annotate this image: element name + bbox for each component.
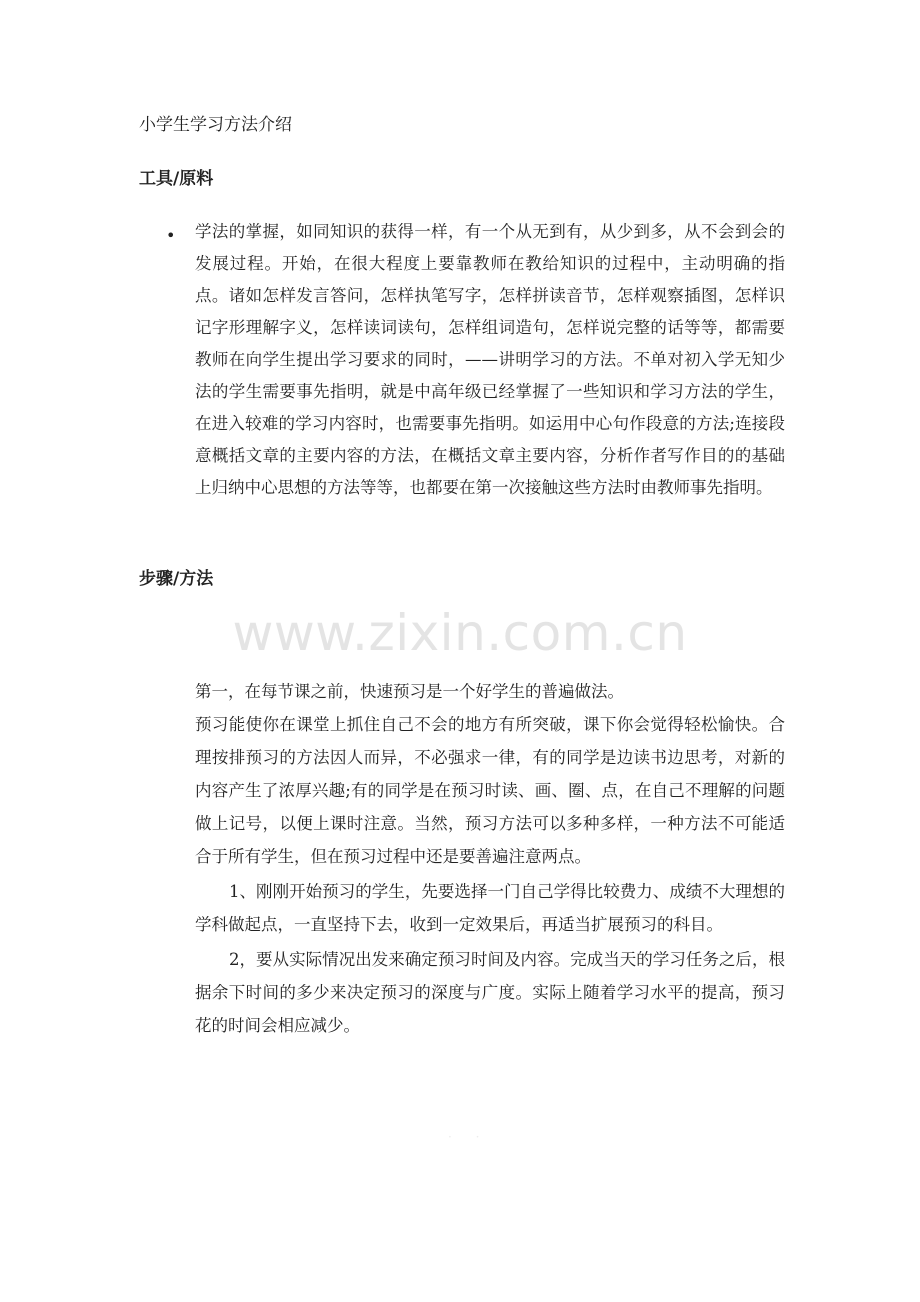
steps-heading: 步骤/方法 — [139, 569, 214, 589]
tools-heading: 工具/原料 — [139, 169, 214, 189]
bullet-icon: • — [166, 226, 176, 245]
steps-content — [195, 676, 785, 1042]
watermark: www.zixin.com.cn — [232, 604, 688, 662]
step-point-1: 1、刚刚开始预习的学生，先要选择一门自己学得比较费力、成绩不大理想的学科做起点，一直坚持下去，收到一定效果后，再适当扩展预习的科目。 — [195, 882, 785, 934]
step1-lead: 第一，在每节课之前，快速预习是一个好学生的普遍做法。 — [195, 682, 624, 701]
tools-paragraph: 学法的掌握，如同知识的获得一样，有一个从无到有，从少到多，从不会到会的发展过程。开始，在很大程度上要靠教师在教给知识的过程中，主动明确的指点。诸如怎样发言答问，怎样执笔写字，怎样拼读音节，怎样观察插图，怎样识记字形理解字义，怎样读词读句，怎样组词造句，怎样说完整的话等等，都需要教师在向学生提出学习要求的同时，——讲明学习的方法。不单对初入学无知少法的学生需要事先指明，就是中高年级已经掌握了一些知识和学习方法的学生，在进入较难的学习内容时，也需要事先指明。如运用中心句作段意的方法;连接段意概括文章的主要内容的方法，在概括文章主要内容，分析作者写作目的的基础上归纳中心思想的方法等等，也都要在第一次接触这些方法时由教师事先指明。 — [195, 222, 785, 497]
step1-body: 预习能使你在课堂上抓住自己不会的地方有所突破，课下你会觉得轻松愉快。合理按排预习的方法因人而异，不必强求一律，有的同学是边读书边思考，对新的内容产生了浓厚兴趣;有的同学是在预习时读、画、圈、点，在自己不理解的问题做上记号，以便上课时注意。当然，预习方法可以多种多样，一种方法不可能适合于所有学生，但在预习过程中还是要善遍注意两点。 — [195, 715, 785, 866]
document-title: 小学生学习方法介绍 — [139, 115, 292, 135]
step-point-2: 2，要从实际情况出发来确定预习时间及内容。完成当天的学习任务之后，根据余下时间的多少来决定预习的深度与广度。实际上随着学习水平的提高，预习花的时间会相应减少。 — [195, 950, 785, 1035]
faint-marks: · · — [448, 1130, 490, 1144]
